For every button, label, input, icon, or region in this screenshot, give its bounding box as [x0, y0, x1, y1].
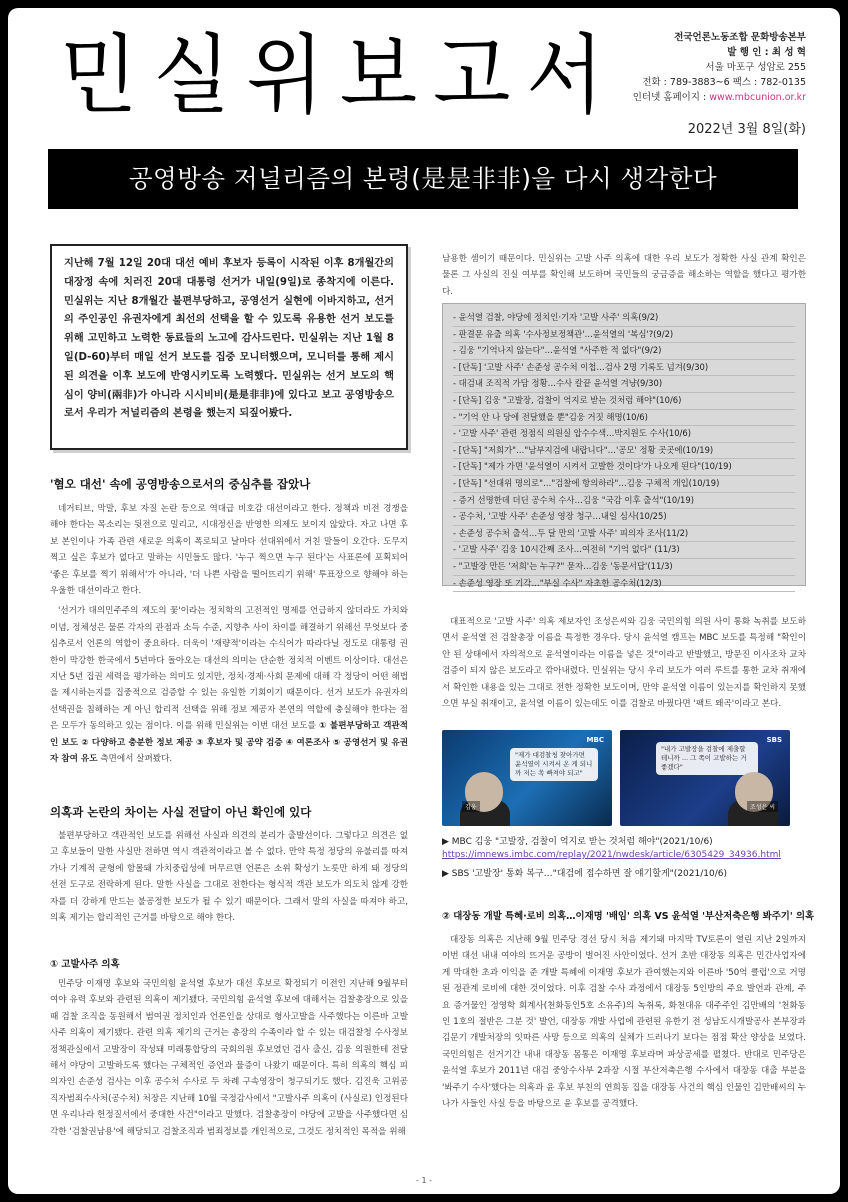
timeline-item: - 판결문 유출 의혹 '수사정보정책관'…윤석열의 '복심'?(9/2) — [453, 327, 795, 344]
news-thumbnail-mbc[interactable] — [442, 730, 612, 826]
broadcaster-logo: SBS — [766, 736, 782, 744]
paragraph: 네거티브, 막말, 후보 자질 논란 등으로 역대급 비호감 대선이라고 한다. 정책과 비전 경쟁을 해야 한다는 목소리는 뒷전으로 밀리고, 시대정신을 반영한 의제도 보이지 않았다. 자고 나면 후보 본인이나 가족 관련 새로운 의혹이 폭로되고 날마다 선대위에서 거친 말들이 오간다. 도무지 찍고 싶은 후보가 없다고 말하는 시민들도 많다. '누구 찍으면 누구 된다'는 사표론에 포획되어 '좋은 후보를 찍기 위해서'가 아니라, '더 나쁜 사람을 떨어뜨리기 위해' 투표장으로 향해야 하는 우울한 대선이라고 한다. — [50, 504, 408, 597]
publisher-address: 서울 마포구 성암로 255 — [705, 62, 806, 73]
section-2-body — [50, 828, 408, 930]
paragraph: 민주당 이재명 후보와 국민의힘 윤석열 후보가 대선 후보로 확정되기 이전인 지난해 9월부터 여야 유력 후보와 관련된 의혹이 제기됐다. 국민의힘 윤석열 후보에 대해서는 검찰총장으로 있을 때 검찰 조직을 동원해서 범여권 정치인과 언론인을 상대로 형사고발을 사주했다는 이른바 고발 사주 의혹이 제기됐다. 관련 의혹 제기의 근거는 총장의 수족이라 할 수 있는 대검찰청 수사정보정책관실에서 고발장이 작성돼 미래통합당의 국회의원 후보였던 검사 출신, 김웅 의원한테 전달해서 야당이 고발하도록 했다는 구체적인 증언과 물증이 나왔기 때문이다. 특히 의혹의 핵심 피의자인 손준성 검사는 이후 공수처 수사로 두 차례 구속영장이 청구되기도 했다. 김진욱 고위공직자범죄수사처(공수처) 처장은 지난해 10월 국정감사에서 "고발사주 의혹이 (사실로) 인정된다면 우리나라 헌정질서에서 중대한 사건"이라고 말했다. 검찰총장이 야당에 고발을 사주했다면 심각한 '검찰권남용'에 해당되고 검찰조직과 범죄정보를 개인적으로, 그것도 정치적인 목적을 위해 — [50, 979, 408, 1137]
timeline-item: - 손준성 영장 또 기각…"부실 수사" 자초한 공수처(12/3) — [453, 576, 795, 593]
timeline-item: - [단독] "제가 가면 '윤석열이 시켜서 고발한 것이다'가 나오게 된다"(10/19) — [453, 459, 795, 476]
paragraph-tail: 측면에서 살펴봤다. — [97, 754, 173, 765]
section-1-body — [50, 501, 408, 772]
timeline-item: - 증거 선명한데 더딘 공수처 수사…김웅 "국감 이후 출석"(10/19) — [453, 493, 795, 510]
speaker-name: 김웅 — [462, 801, 480, 812]
paragraph: 불편부당하고 객관적인 보도를 위해선 사실과 의견의 분리가 출발선이다. 그렇다고 의견은 없고 후보들이 말한 사실만 전하면 역시 객관적이라고 볼 수 없다. 만약 특정 정당의 유불리를 따져가나 기계적 균형에 함몰돼 가치중립성에 머무르면 언론은 소위 확성기 노릇만 하게 돼 정당의 선전 도구로 전락하게 된다. 말한 사실을 그대로 전한다는 형식적 객관 보도가 의도치 않게 강한 자를 더 강하게 만드는 불공정한 보도가 될 수 있기 때문이다. 그래서 말의 사실을 따져야 하고, 의혹 제기는 합리적인 근거를 바탕으로 해야 한다. — [50, 831, 408, 924]
publisher-homepage — [633, 90, 806, 105]
caption-sbs: ▶ SBS '고발장' 통화 복구…"대검에 접수하면 잘 얘기할게"(2021/10/6) — [442, 869, 727, 879]
news-thumbnail-sbs[interactable] — [620, 730, 790, 826]
paragraph: 남용한 셈이기 때문이다. 민실위는 고발 사주 의혹에 대한 우리 보도가 정확한 사실 관계 확인은 물론 그 사실의 진실 여부를 확인해 보도하며 국민들의 궁금증을 해소하는 역할을 했다고 평가한다. — [442, 254, 806, 297]
paragraph: 대표적으로 '고발 사주' 의혹 제보자인 조성은씨와 김웅 국민의힘 의원 사이 통화 녹취를 보도하면서 윤석열 전 검찰총장 이름을 특정한 경우다. 당시 윤석열 캠프는 MBC 보도를 특정해 "확인이 안 된 상태에서 자의적으로 윤석열이라는 이름을 넣은 것"이라고 반발했고, 방문진 이사조차 교차 검증이 되지 않은 보도라고 깎아내렸다. 민실위는 당시 우리 보도가 여러 루트를 통한 교차 취재에서 확인한 내용을 있는 그대로 전한 정확한 보도이며, 만약 윤석열 이름이 있는지를 확인하지 못했으면 부실 취재이고, 윤석열 이름이 있는데도 이를 검찰로 바꿨다면 '팩트 왜곡'이라고 본다. — [442, 617, 806, 710]
paragraph — [50, 603, 408, 767]
section-title-1: '혐오 대선' 속에 공영방송으로서의 중심추를 잡았나 — [50, 477, 311, 491]
paragraph-text: '선거가 대의민주주의 제도의 꽃'이라는 정치학의 고전적인 명제를 언급하지 않더라도 가치와 이념, 정체성은 물론 각자의 관점과 소득 수준, 지향추 사이 차이를 해결하기 위해선 무엇보다 중심추로서 언론의 역할이 중요하다. 더욱이 '재량적'이라는 수식어가 따라다닐 정도로 대통령 권한이 막강한 한국에서 5년마다 돌아오는 대선의 의미는 단순한 정치적 이벤트 이상이다. 대선은 지난 5년 집권 세력을 평가하는 의미도 있지만, 정치·경제·사회 문제에 대해 각 정당이 어떤 해법을 제시하는지를 집중적으로 검증할 수 있는 유일한 기회이기 때문이다. 선거 보도가 유권자의 선택권을 침해하는 게 아닌 합리적 선택을 위해 정보 제공자 본연의 역할에 충실해야 한다는 점은 모두가 동의하고 있는 점이다. 이를 위해 민실위는 이번 대선 보도를 — [50, 606, 408, 732]
quote-bubble: "제가 대검찰청 찾아가면 윤석열이 시켜서 온 게 되니까 저는 쏙 빠져야 되고" — [510, 748, 598, 781]
right-col-body — [442, 614, 806, 716]
broadcaster-logo: MBC — [586, 736, 604, 744]
section-3-body — [442, 932, 806, 1116]
paragraph: 대장동 의혹은 지난해 9월 민주당 경선 당시 처음 제기돼 마지막 TV토론이 열린 지난 2일까지 이번 대선 내내 여야의 뜨거운 공방이 벌어진 사안이었다. 선거 초반 대장동 의혹은 민간사업자에게 막대한 초과 이익을 준 개발 특혜에 이재명 후보가 관여했는지와 이른바 '50억 클럽'으로 거명된 정관계 로비에 대한 것이었다. 이후 검찰 수사 과정에서 대장동 5인방의 주요 발언과 관계, 주요 증거물인 정영학 회계사(천화동인5호 소유주)의 녹취록, 화천대유 대주주인 김만배의 '천화동인 1호의 절반은 그분 것' 발언, 대장동 개발 사업에 관련된 유한기 전 성남도시개발공사 본부장과 김문기 개발처장의 잇따른 사망 등으로 의혹의 실체가 드러나기 보다는 점점 확산 양상을 보였다. 국민의힘은 선거기간 내내 대장동 몸통은 이재명 후보라며 파상공세를 펼쳤다. 반대로 민주당은 윤석열 후보가 2011년 대검 중앙수사부 2과장 시절 부산저축은행 수사에서 대장동 대출 부분을 '봐주기 수사'했다는 의혹과 윤 후보 부친의 연희동 집을 대장동 사건의 핵심 인물인 김만배씨의 누나가 사들인 사실 등을 바탕으로 윤 후보를 공격했다. — [442, 935, 806, 1110]
homepage-link[interactable]: www.mbcunion.or.kr — [709, 92, 806, 103]
timeline-list — [453, 310, 795, 592]
timeline-item: - [단독] 김웅 "고발장, 검찰이 억지로 받는 것처럼 해야"(10/6) — [453, 393, 795, 410]
section-title-2: 의혹과 논란의 차이는 사실 전달이 아닌 확인에 있다 — [50, 805, 312, 819]
section-title-3: ② 대장동 개발 특혜·로비 의혹…이재명 '배임' 의혹 VS 윤석열 '부산저축은행 봐주기' 의혹 — [442, 911, 815, 922]
timeline-item: - 손준성 공수처 출석…두 달 만의 '고발 사주' 피의자 조사(11/2) — [453, 526, 795, 543]
timeline-item: - 공수처, '고발 사주' 손준성 영장 청구…내일 심사(10/25) — [453, 509, 795, 526]
publisher-issuer: 발 행 인 : 최 성 혁 — [727, 47, 806, 58]
subsection-title: ① 고발사주 의혹 — [50, 959, 120, 970]
page-number: - 1 - — [416, 1176, 432, 1185]
timeline-item: - "기억 안 나 당에 전달했을 뿐"김웅 거짓 해명(10/6) — [453, 410, 795, 427]
timeline-item: - [단독] '고발 사주' 손준성 공수처 이첩…검사 2명 기록도 넘겨(9/30) — [453, 360, 795, 377]
homepage-label: 인터넷 홈페이지 : — [632, 92, 710, 103]
caption-url[interactable]: https://imnews.imbc.com/replay/2021/nwdesk/article/6305429_34936.html — [442, 850, 781, 860]
publisher-info — [633, 30, 806, 105]
timeline-item: - [단독] "저희가"…"남부지검에 내랍니다"…'공모' 정황 곳곳에(10/19) — [453, 443, 795, 460]
timeline-item: - [단독] "선대위 명의로"…"검찰에 항의하라"…김웅 구체적 개입(10/19) — [453, 476, 795, 493]
right-col-intro — [442, 251, 806, 304]
publisher-contact: 전화 : 789-3883~6 팩스 : 782-0135 — [642, 77, 806, 88]
speaker-name: 조성은 씨 — [747, 801, 778, 812]
criteria-list: ① 불편부당하고 객관적인 보도 ② 다양하고 충분한 정보 제공 ③ 후보자 및 공약 검증 ④ 여론조사 ⑤ 공영선거 및 유권자 참여 유도 — [50, 721, 408, 765]
timeline-item: - '고발 사주' 김웅 10시간째 조사…여전히 "기억 없다" (11/3) — [453, 542, 795, 559]
publisher-org: 전국언론노동조합 문화방송본부 — [674, 32, 806, 43]
timeline-box — [442, 303, 806, 586]
intro-box: 지난해 7월 12일 20대 대선 예비 후보자 등록이 시작된 이후 8개월간의 대장정 속에 치러진 20대 대통령 선거가 내일(9일)로 종착지에 이른다. 민실위는 지난 8개월간 불편부당하고, 공영선거 실현에 이바지하고, 선거의 주인공인 유권자에게 최선의 선택을 할 수 있도록 유용한 선거 보도를 위해 고민하고 노력한 동료들의 노고에 감사드린다. 민실위는 지난 1월 8일(D-60)부터 매일 선거 보도를 집중 모니터했으며, 모니터를 통해 제시된 의견을 이후 보도에 반영시키도록 노력했다. 민실위는 선거 보도의 핵심이 양비(兩非)가 아니라 시시비비(是是非非)에 있다고 보고 공영방송으로서 우리가 저널리즘의 본령을 했는지 되짚어봤다. — [50, 244, 408, 450]
timeline-item: - "고발장 만든 '저희'는 누구?" 묻자…김웅 '동문서답'(11/3) — [453, 559, 795, 576]
quote-bubble: "내가 고발장을 검찰에 제출할 테니까 ... 그 쪽이 고발하는 거 좋겠다" — [656, 742, 758, 775]
timeline-item: - '고발 사주' 관련 정점식 의원실 압수수색…박지원도 수사(10/6) — [453, 426, 795, 443]
timeline-item: - 대검내 조직적 가담 정황…수사 칼끝 윤석열 겨냥(9/30) — [453, 376, 795, 393]
headline: 공영방송 저널리즘의 본령(是是非非)을 다시 생각한다 — [48, 149, 798, 209]
masthead-title: 민실위보고서 — [60, 25, 620, 126]
timeline-item: - 김웅 "기억나지 않는다"…윤석열 "사주한 적 없다"(9/2) — [453, 343, 795, 360]
section-2-body-cont — [50, 976, 408, 1144]
report-page — [8, 8, 840, 1194]
timeline-item: - 윤석열 검찰, 야당에 정치인·기자 '고발 사주' 의혹(9/2) — [453, 310, 795, 327]
caption-mbc: ▶ MBC 김웅 "고발장, 검찰이 억지로 받는 것처럼 해야"(2021/10/6) — [442, 837, 713, 847]
publish-date: 2022년 3월 8일(화) — [687, 122, 806, 137]
